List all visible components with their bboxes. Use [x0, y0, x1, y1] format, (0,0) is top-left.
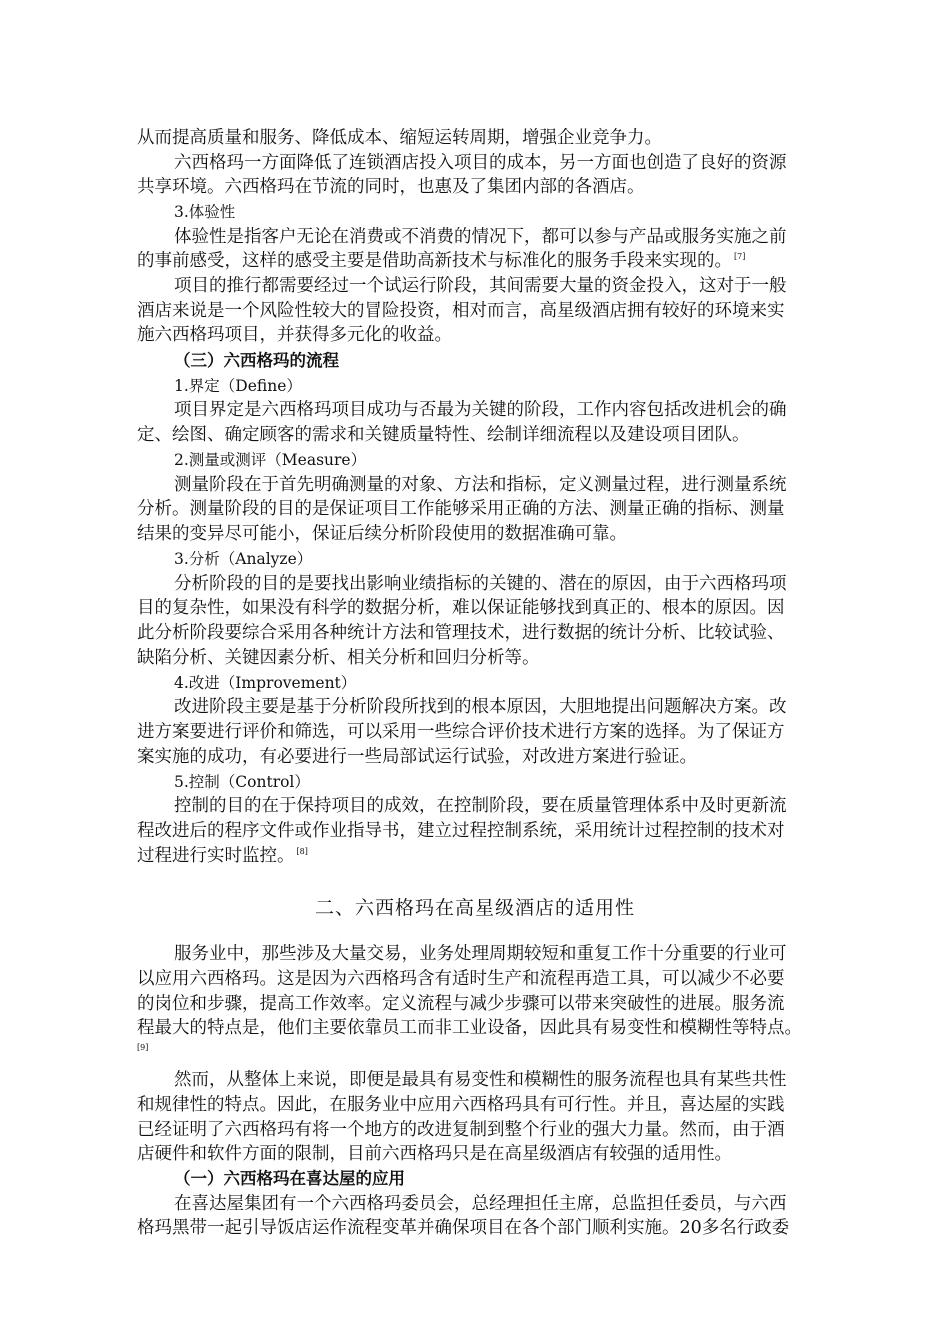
paragraph-line: 六西格玛一方面降低了连锁酒店投入项目的成本，另一方面也创造了良好的资源 — [174, 153, 787, 173]
paragraph-line: 定、绘图、确定顾客的需求和关键质量特性、绘制详细流程以及建设项目团队。 — [137, 425, 750, 445]
paragraph-line: 项目界定是六西格玛项目成功与否最为关键的阶段，工作内容包括改进机会的确 — [174, 400, 787, 420]
paragraph-line: 进方案要进行评价和筛选，可以采用一些综合评价技术进行方案的选择。为了保证方 — [137, 722, 785, 742]
paragraph-line: 格玛黑带一起引导饭店运作流程变革并确保项目在各个部门顺利实施。20多名行政委 — [137, 1218, 790, 1238]
citation-ref: [7] — [734, 252, 746, 262]
paragraph-line: 施六西格玛项目，并获得多元化的收益。 — [137, 325, 452, 345]
paragraph-line: 控制的目的在于保持项目的成效，在控制阶段，要在质量管理体系中及时更新流 — [174, 796, 787, 816]
paragraph-line: 程改进后的程序文件或作业指导书，建立过程控制系统，采用统计过程控制的技术对 — [137, 821, 785, 841]
paragraph-line: 然而，从整体上来说，即便是最具有易变性和模糊性的服务流程也具有某些共性 — [174, 1070, 787, 1090]
subheading: 1.界定（Define） — [174, 377, 302, 395]
paragraph-line: 目的复杂性，如果没有科学的数据分析，难以保证能够找到真正的、根本的原因。因 — [137, 598, 785, 618]
citation-ref: [8] — [296, 847, 308, 857]
paragraph-line: 项目的推行都需要经过一个试运行阶段，其间需要大量的资金投入，这对于一般 — [174, 276, 787, 296]
paragraph-line: 的岗位和步骤，提高工作效率。定义流程与减少步骤可以带来突破性的进展。服务流 — [137, 994, 785, 1014]
paragraph-line: 已经证明了六西格玛有将一个地方的改进复制到整个行业的强大力量。然而，由于酒 — [137, 1120, 785, 1140]
subheading: 5.控制（Control） — [174, 773, 310, 791]
paragraph-line: 程最大的特点是，他们主要依靠员工而非工业设备，因此具有易变性和模糊性等特点。 — [137, 1018, 802, 1038]
subheading: 3.分析（Analyze） — [174, 550, 313, 568]
line-text: 的事前感受，这样的感受主要是借助高新技术与标准化的服务手段来实现的。 — [137, 251, 732, 271]
section-heading: （一）六西格玛在喜达屋的应用 — [174, 1169, 405, 1188]
paragraph-line: 结果的变异尽可能小，保证后续分析阶段使用的数据准确可靠。 — [137, 524, 627, 544]
paragraph-line: 测量阶段在于首先明确测量的对象、方法和指标，定义测量过程，进行测量系统 — [174, 475, 787, 495]
paragraph-line: 缺陷分析、关键因素分析、相关分析和回归分析等。 — [137, 648, 540, 668]
paragraph-line: 酒店来说是一个风险性较大的冒险投资，相对而言，高星级酒店拥有较好的环境来实 — [137, 301, 785, 321]
paragraph-line: 和规律性的特点。因此，在服务业中应用六西格玛具有可行性。并且，喜达屋的实践 — [137, 1095, 785, 1115]
paragraph-line: 体验性是指客户无论在消费或不消费的情况下，都可以参与产品或服务实施之前 — [174, 227, 787, 247]
citation-ref: [9] — [137, 1043, 149, 1052]
paragraph-line: 店硬件和软件方面的限制，目前六西格玛只是在高星级酒店有较强的适用性。 — [137, 1144, 732, 1164]
paragraph-line: 在喜达屋集团有一个六西格玛委员会，总经理担任主席，总监担任委员，与六西 — [174, 1194, 787, 1214]
paragraph-line: 服务业中，那些涉及大量交易，业务处理周期较短和重复工作十分重要的行业可 — [174, 944, 787, 964]
paragraph-line: 分析阶段的目的是要找出影响业绩指标的关键的、潜在的原因，由于六西格玛项 — [174, 574, 787, 594]
paragraph-line: 分析。测量阶段的目的是保证项目工作能够采用正确的方法、测量正确的指标、测量 — [137, 499, 785, 519]
paragraph-line — [137, 249, 745, 273]
subheading: 3.体验性 — [174, 203, 236, 221]
paragraph-line — [137, 844, 308, 868]
paragraph-line: 此分析阶段要综合采用各种统计方法和管理技术，进行数据的统计分析、比较试验、 — [137, 623, 785, 643]
paragraph-line: 改进阶段主要是基于分析阶段所找到的根本原因，大胆地提出问题解决方案。改 — [174, 697, 787, 717]
subheading: 4.改进（Improvement） — [174, 674, 357, 692]
paragraph-line: 案实施的成功，有必要进行一些局部试运行试验，对改进方案进行验证。 — [137, 747, 697, 767]
chapter-heading: 二、六西格玛在高星级酒店的适用性 — [314, 897, 635, 919]
paragraph-line: 共享环境。六西格玛在节流的同时，也惠及了集团内部的各酒店。 — [137, 177, 645, 197]
line-text: 过程进行实时监控。 — [137, 846, 295, 866]
section-heading: （三）六西格玛的流程 — [174, 351, 339, 370]
paragraph-line: 从而提高质量和服务、降低成本、缩短运转周期，增强企业竞争力。 — [137, 128, 662, 148]
paragraph-line: 以应用六西格玛。这是因为六西格玛含有适时生产和流程再造工具，可以减少不必要 — [137, 969, 785, 989]
subheading: 2.测量或测评（Measure） — [174, 451, 367, 469]
